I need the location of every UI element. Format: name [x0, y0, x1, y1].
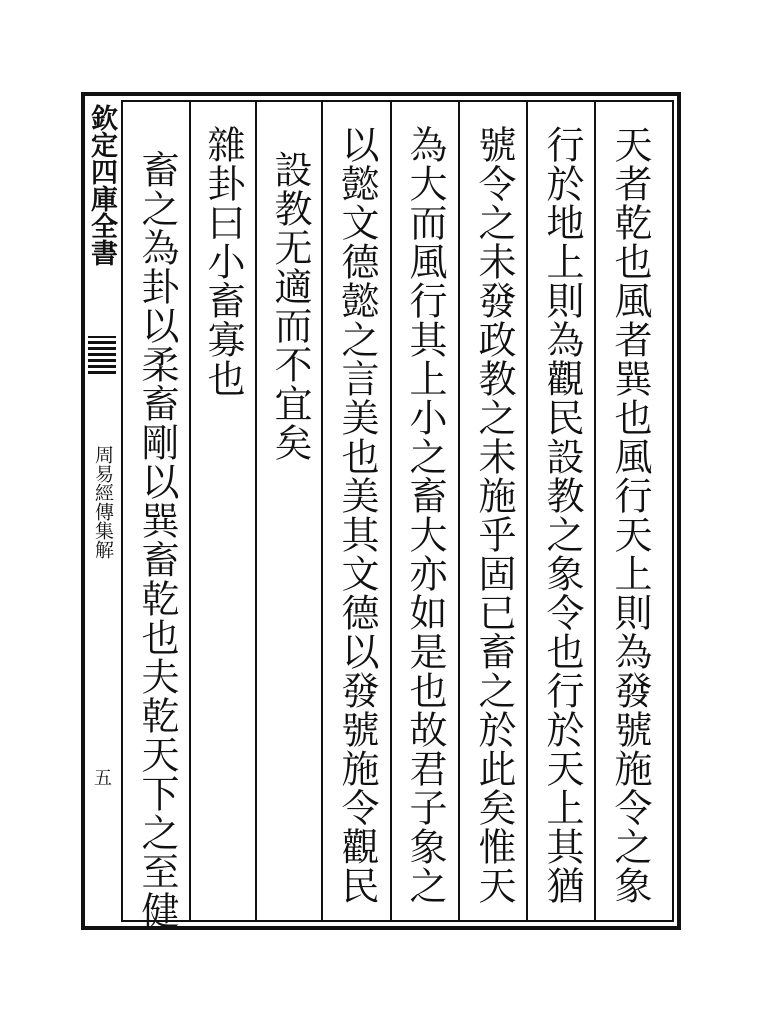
book-title: 周易經傳集解 [92, 445, 114, 559]
column-rule [390, 100, 392, 922]
column-rule [458, 100, 460, 922]
text-column-1: 天者乾也風者巽也風行天上則為發號施令之象 [608, 125, 652, 905]
fish-tail-mark-icon [88, 336, 116, 374]
text-column-7: 雜卦曰小畜寡也 [201, 125, 245, 398]
page-number: 五 [91, 768, 112, 786]
text-column-8: 畜之為卦以柔畜剛以巽畜乾也夫乾天下之至健 [135, 150, 179, 930]
text-column-3: 號令之未發政教之未施乎固已畜之於此矣惟天 [472, 125, 516, 905]
column-rule [526, 100, 528, 922]
column-rule [189, 100, 191, 922]
text-column-5: 以懿文德懿之言美也美其文德以發號施令觀民 [335, 125, 379, 905]
text-column-6: 設教无適而不宜矣 [268, 150, 312, 462]
column-rule [594, 100, 596, 922]
text-column-4: 為大而風行其上小之畜大亦如是也故君子象之 [403, 125, 447, 905]
text-column-2: 行於地上則為觀民設教之象令也行於天上其猶 [540, 125, 584, 905]
column-rule [255, 100, 257, 922]
collection-title: 欽定四庫全書 [86, 104, 117, 266]
column-rule [321, 100, 323, 922]
